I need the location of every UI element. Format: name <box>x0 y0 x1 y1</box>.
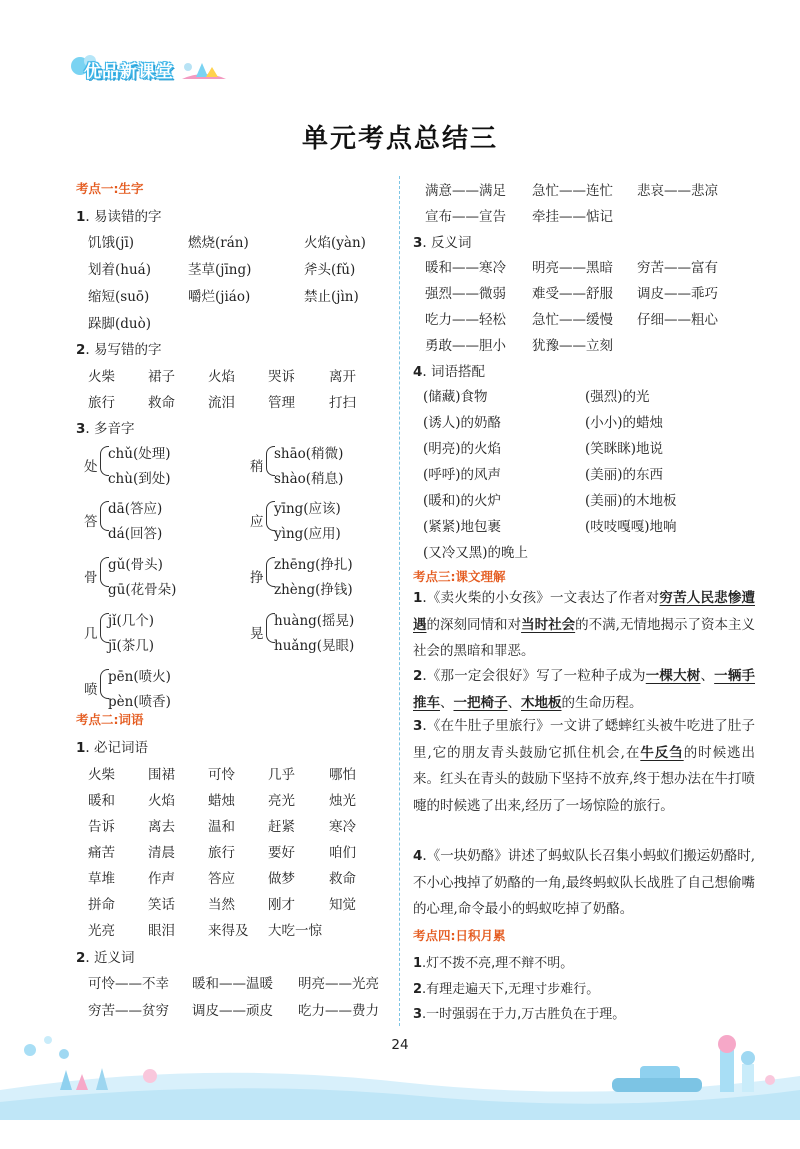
list-item: 寒冷 <box>329 819 356 835</box>
list-item: 告诉 <box>88 819 115 835</box>
polyphone-reading: pèn(喷香) <box>108 694 171 710</box>
list-item: 围裙 <box>148 767 175 783</box>
polyphone-reading: dā(答应) <box>108 501 163 517</box>
list-item: 离去 <box>148 819 175 835</box>
subheading-collocation: 4. 词语搭配 <box>413 364 485 380</box>
polyphone-reading: jī(茶几) <box>108 638 155 654</box>
list-item: 急忙——缓慢 <box>532 312 613 328</box>
list-item: (美丽)的木地板 <box>585 493 677 509</box>
list-item: 要好 <box>268 845 295 861</box>
list-item: 离开 <box>329 369 356 385</box>
polyphone-reading: huǎng(晃眼) <box>274 638 355 654</box>
list-item: 清晨 <box>148 845 175 861</box>
list-item: 草堆 <box>88 871 115 887</box>
list-item: 调皮——乖巧 <box>637 286 718 302</box>
list-item: 跺脚(duò) <box>88 316 151 332</box>
list-item: 燃烧(rán) <box>188 235 249 251</box>
polyphone-reading: shào(稍息) <box>274 471 344 487</box>
list-item: 茎草(jīng) <box>188 262 252 278</box>
comprehension-item-2: 2.《那一定会很好》写了一粒种子成为一棵大树、一辆手推车、一把椅子、木地板的生命历程。 <box>413 668 756 711</box>
misread-list <box>88 231 388 341</box>
list-item: 作声 <box>148 871 175 887</box>
section-heading-1: 考点一:生字 <box>76 181 144 196</box>
list-item: 打扫 <box>329 395 356 411</box>
list-item: 暖和 <box>88 793 115 809</box>
list-item: 哪怕 <box>329 767 356 783</box>
subheading-synonyms: 2. 近义词 <box>76 950 135 966</box>
list-item: 管理 <box>268 395 295 411</box>
saying-3: 3.一时强弱在于力,万古胜负在于理。 <box>413 1007 626 1022</box>
list-item: 眼泪 <box>148 923 175 939</box>
list-item: 大吃一惊 <box>268 923 322 939</box>
list-item: 知觉 <box>329 897 356 913</box>
list-item: 调皮——顽皮 <box>192 1003 273 1019</box>
list-item: (明亮)的火焰 <box>423 441 502 457</box>
subheading-easy-miswrite: 2. 易写错的字 <box>76 342 162 358</box>
polyphone-reading: dá(回答) <box>108 526 163 542</box>
collocation-list <box>423 385 753 565</box>
list-item: 饥饿(jī) <box>88 235 135 251</box>
list-item: 明亮——黑暗 <box>532 260 613 276</box>
list-item: 旅行 <box>208 845 235 861</box>
section-heading-3: 考点三:课文理解 <box>413 569 506 584</box>
list-item: 火焰(yàn) <box>304 235 366 251</box>
list-item: (储藏)食物 <box>423 389 488 405</box>
list-item: 火柴 <box>88 369 115 385</box>
list-item: 旅行 <box>88 395 115 411</box>
list-item: 流泪 <box>208 395 235 411</box>
polyphone-reading: yīng(应该) <box>274 501 341 517</box>
polyphone-reading: chù(到处) <box>108 471 171 487</box>
list-item: 悲哀——悲凉 <box>637 183 718 199</box>
list-item: 穷苦——贫穷 <box>88 1003 169 1019</box>
list-item: 火焰 <box>148 793 175 809</box>
synonym-list <box>88 972 388 1022</box>
list-item: (强烈)的光 <box>585 389 650 405</box>
list-item: 禁止(jìn) <box>304 289 359 305</box>
miswrite-list <box>88 365 388 415</box>
list-item: 嚼烂(jiáo) <box>188 289 251 305</box>
list-item: 火柴 <box>88 767 115 783</box>
list-item: 斧头(fǔ) <box>304 262 356 278</box>
list-item: 答应 <box>208 871 235 887</box>
list-item: (又冷又黑)的晚上 <box>423 545 529 561</box>
list-item: 穷苦——富有 <box>637 260 718 276</box>
list-item: 急忙——连忙 <box>532 183 613 199</box>
list-item: 划着(huá) <box>88 262 151 278</box>
subheading-easy-misread: 1. 易读错的字 <box>76 209 162 225</box>
list-item: 难受——舒服 <box>532 286 613 302</box>
list-item: 拼命 <box>88 897 115 913</box>
polyphone-groups <box>84 442 394 712</box>
list-item: 咱们 <box>329 845 356 861</box>
section-heading-2: 考点二:词语 <box>76 712 144 727</box>
list-item: 做梦 <box>268 871 295 887</box>
brand-logo <box>70 52 228 86</box>
section-heading-4: 考点四:日积月累 <box>413 928 506 943</box>
list-item: 哭诉 <box>268 369 295 385</box>
list-item: 牵挂——惦记 <box>532 209 613 225</box>
polyphone-reading: jǐ(几个) <box>108 613 155 629</box>
list-item: 亮光 <box>268 793 295 809</box>
polyphone-char: 喷 <box>84 682 98 698</box>
list-item: 火焰 <box>208 369 235 385</box>
column-divider <box>399 176 400 1026</box>
polyphone-reading: gǔ(骨头) <box>108 557 163 573</box>
list-item: 温和 <box>208 819 235 835</box>
list-item: 可怜——不幸 <box>88 976 169 992</box>
list-item: (吱吱嘎嘎)地响 <box>585 519 677 535</box>
polyphone-char: 处 <box>84 459 98 475</box>
list-item: 犹豫——立刻 <box>532 338 613 354</box>
list-item: (呼呼)的风声 <box>423 467 502 483</box>
list-item: (暖和)的火炉 <box>423 493 502 509</box>
list-item: (紧紧)地包裹 <box>423 519 502 535</box>
saying-2: 2.有理走遍天下,无理寸步难行。 <box>413 982 600 997</box>
word-grid <box>88 763 388 943</box>
list-item: 明亮——光亮 <box>298 976 379 992</box>
list-item: 痛苦 <box>88 845 115 861</box>
subheading-must-remember: 1. 必记词语 <box>76 740 148 756</box>
list-item: 满意——满足 <box>425 183 506 199</box>
list-item: 刚才 <box>268 897 295 913</box>
polyphone-reading: chǔ(处理) <box>108 446 171 462</box>
polyphone-reading: gū(花骨朵) <box>108 582 177 598</box>
list-item: 裙子 <box>148 369 175 385</box>
list-item: (笑眯眯)地说 <box>585 441 664 457</box>
list-item: (诱人)的奶酪 <box>423 415 502 431</box>
list-item: (美丽)的东西 <box>585 467 664 483</box>
list-item: 烛光 <box>329 793 356 809</box>
brand-logo-text: 优品新课堂 <box>84 61 174 82</box>
list-item: 强烈——微弱 <box>425 286 506 302</box>
list-item: 宣布——宣告 <box>425 209 506 225</box>
list-item: 勇敢——胆小 <box>425 338 506 354</box>
list-item: 赶紧 <box>268 819 295 835</box>
list-item: 吃力——费力 <box>298 1003 379 1019</box>
list-item: (小小)的蜡烛 <box>585 415 664 431</box>
polyphone-reading: huàng(摇晃) <box>274 613 355 629</box>
polyphone-char: 几 <box>84 626 98 642</box>
polyphone-reading: shāo(稍微) <box>274 446 344 462</box>
list-item: 仔细——粗心 <box>637 312 718 328</box>
polyphone-reading: zhèng(挣钱) <box>274 582 353 598</box>
list-item: 来得及 <box>208 923 249 939</box>
list-item: 笑话 <box>148 897 175 913</box>
saying-1: 1.灯不拨不亮,理不辩不明。 <box>413 956 574 971</box>
comprehension-item-1: 1.《卖火柴的小女孩》一文表达了作者对穷苦人民悲惨遭遇的深刻同情和对当时社会的不满,无情地揭示了资本主义社会的黑暗和罪恶。 <box>413 590 756 659</box>
list-item: 吃力——轻松 <box>425 312 506 328</box>
polyphone-char: 晃 <box>250 626 264 642</box>
list-item: 暖和——温暖 <box>192 976 273 992</box>
comprehension-item-4: 4.《一块奶酪》讲述了蚂蚁队长召集小蚂蚁们搬运奶酪时,不小心拽掉了奶酪的一角,最终蚂蚁队长战胜了自己想偷嘴的心理,命令最小的蚂蚁吃掉了奶酪。 <box>413 848 755 917</box>
list-item: 可怜 <box>208 767 235 783</box>
polyphone-char: 应 <box>250 514 264 530</box>
subheading-antonyms: 3. 反义词 <box>413 235 472 251</box>
polyphone-reading: pēn(喷火) <box>108 669 171 685</box>
antonym-list <box>425 256 745 366</box>
page-number: 24 <box>391 1037 409 1053</box>
polyphone-char: 挣 <box>250 570 264 586</box>
list-item: 几乎 <box>268 767 295 783</box>
polyphone-char: 答 <box>84 514 98 530</box>
synonym-list-continued <box>425 179 745 229</box>
list-item: 蜡烛 <box>208 793 235 809</box>
polyphone-reading: zhēng(挣扎) <box>274 557 353 573</box>
polyphone-char: 骨 <box>84 570 98 586</box>
list-item: 暖和——寒冷 <box>425 260 506 276</box>
footer-decoration <box>0 1020 800 1120</box>
list-item: 当然 <box>208 897 235 913</box>
subheading-polyphone: 3. 多音字 <box>76 421 135 437</box>
polyphone-char: 稍 <box>250 459 264 475</box>
list-item: 缩短(suō) <box>88 289 150 305</box>
list-item: 救命 <box>148 395 175 411</box>
polyphone-reading: yìng(应用) <box>274 526 341 542</box>
list-item: 光亮 <box>88 923 115 939</box>
comprehension-item-3: 3.《在牛肚子里旅行》一文讲了蟋蟀红头被牛吃进了肚子里,它的朋友青头鼓励它抓住机会,在牛反刍的时候逃出来。红头在青头的鼓励下坚持不放弃,终于想办法在牛打喷嚏的时候逃了出来,经历了一场惊险的旅行。 <box>413 718 756 814</box>
island-icon <box>180 55 228 83</box>
list-item: 救命 <box>329 871 356 887</box>
page-title: 单元考点总结三 <box>301 124 498 154</box>
